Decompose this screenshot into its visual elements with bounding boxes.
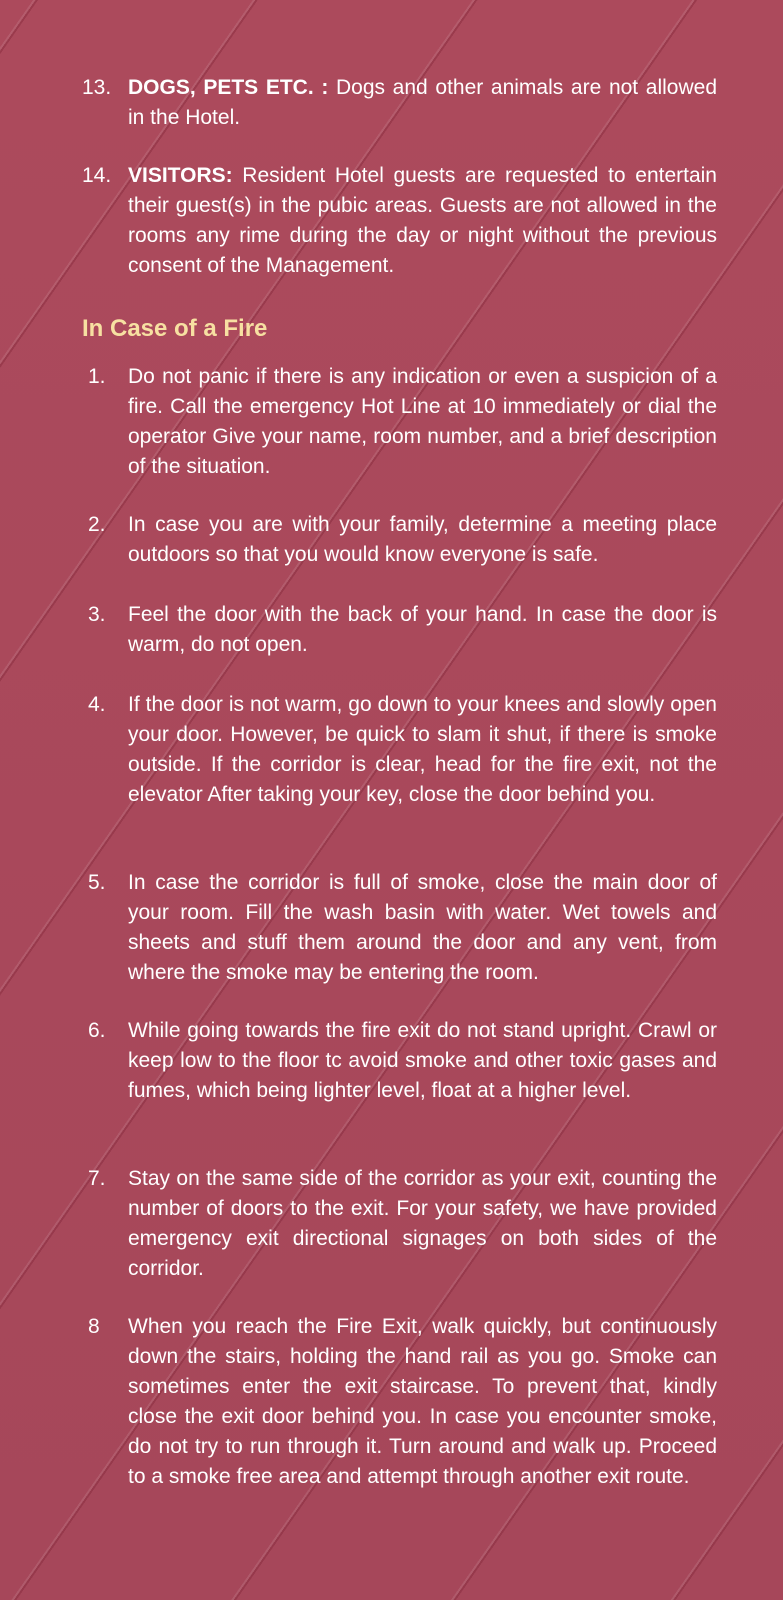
fire-item-text: If the door is not warm, go down to your knees and slowly open your door. However, be quick to slam it shut, if there is smoke outside. If the corridor is clear, head for the fire exit, not the elevator After taking your key, close the door behind you.: [128, 693, 717, 806]
fire-item-text: When you reach the Fire Exit, walk quickly, but continuously down the stairs, holding the hand rail as you go. Smoke can sometimes enter the exit staircase. To prevent that, kindly close the exit door behind you. In case you encounter smoke, do not try to run through it. Turn around and walk up. Proceed to a smoke free area and attempt through another exit route.: [128, 1315, 717, 1488]
fire-item-number: 7.: [88, 1167, 106, 1190]
rule-number: 14.: [82, 164, 112, 187]
fire-item-2: [0, 510, 783, 570]
fire-item-3: [0, 600, 783, 660]
fire-item-7: [0, 1164, 783, 1284]
rule-number: 13.: [82, 76, 112, 99]
section-title: In Case of a Fire: [82, 315, 268, 342]
fire-item-number: 6.: [88, 1019, 106, 1042]
rule-item-visitors: [0, 161, 783, 281]
fire-item-number: 1.: [88, 365, 106, 388]
rule-text: Dogs and other animals are not allowed in the Hotel.: [128, 76, 718, 129]
rule-lead: VISITORS:: [128, 164, 233, 187]
fire-item-number: 4.: [88, 693, 106, 716]
fire-item-number: 3.: [88, 603, 106, 626]
fire-item-text: Stay on the same side of the corridor as your exit, counting the number of doors to the exit. For your safety, we have provided emergency exit directional signages on both sides of the corridor.: [128, 1167, 717, 1280]
fire-item-6: [0, 1016, 783, 1106]
rule-lead: DOGS, PETS ETC. :: [128, 76, 329, 99]
fire-item-text: In case you are with your family, determine a meeting place outdoors so that you would know everyone is safe.: [128, 513, 717, 566]
fire-item-8: [0, 1312, 783, 1492]
fire-item-5: [0, 868, 783, 988]
rule-text: Resident Hotel guests are requested to entertain their guest(s) in the pubic areas. Guests are not allowed in the rooms any rime during the day or night without the previous consent of the Management.: [128, 164, 717, 277]
fire-item-text: While going towards the fire exit do not stand upright. Crawl or keep low to the floor tc avoid smoke and other toxic gases and fumes, which being lighter level, float at a higher level.: [128, 1019, 717, 1102]
fire-item-text: In case the corridor is full of smoke, close the main door of your room. Fill the wash basin with water. Wet towels and sheets and stuff them around the door and any vent, from where the smoke may be entering the room.: [128, 871, 717, 984]
fire-item-4: [0, 690, 783, 810]
fire-item-number: 5.: [88, 871, 106, 894]
fire-item-number: 2.: [88, 513, 106, 536]
fire-item-text: Feel the door with the back of your hand. In case the door is warm, do not open.: [128, 603, 717, 656]
fire-item-number: 8: [88, 1315, 100, 1338]
fire-item-1: [0, 362, 783, 482]
rule-item-dogs-pets: [0, 73, 783, 133]
fire-item-text: Do not panic if there is any indication or even a suspicion of a fire. Call the emergency Hot Line at 10 immediately or dial the operator Give your name, room number, and a brief description of the situation.: [128, 365, 717, 478]
